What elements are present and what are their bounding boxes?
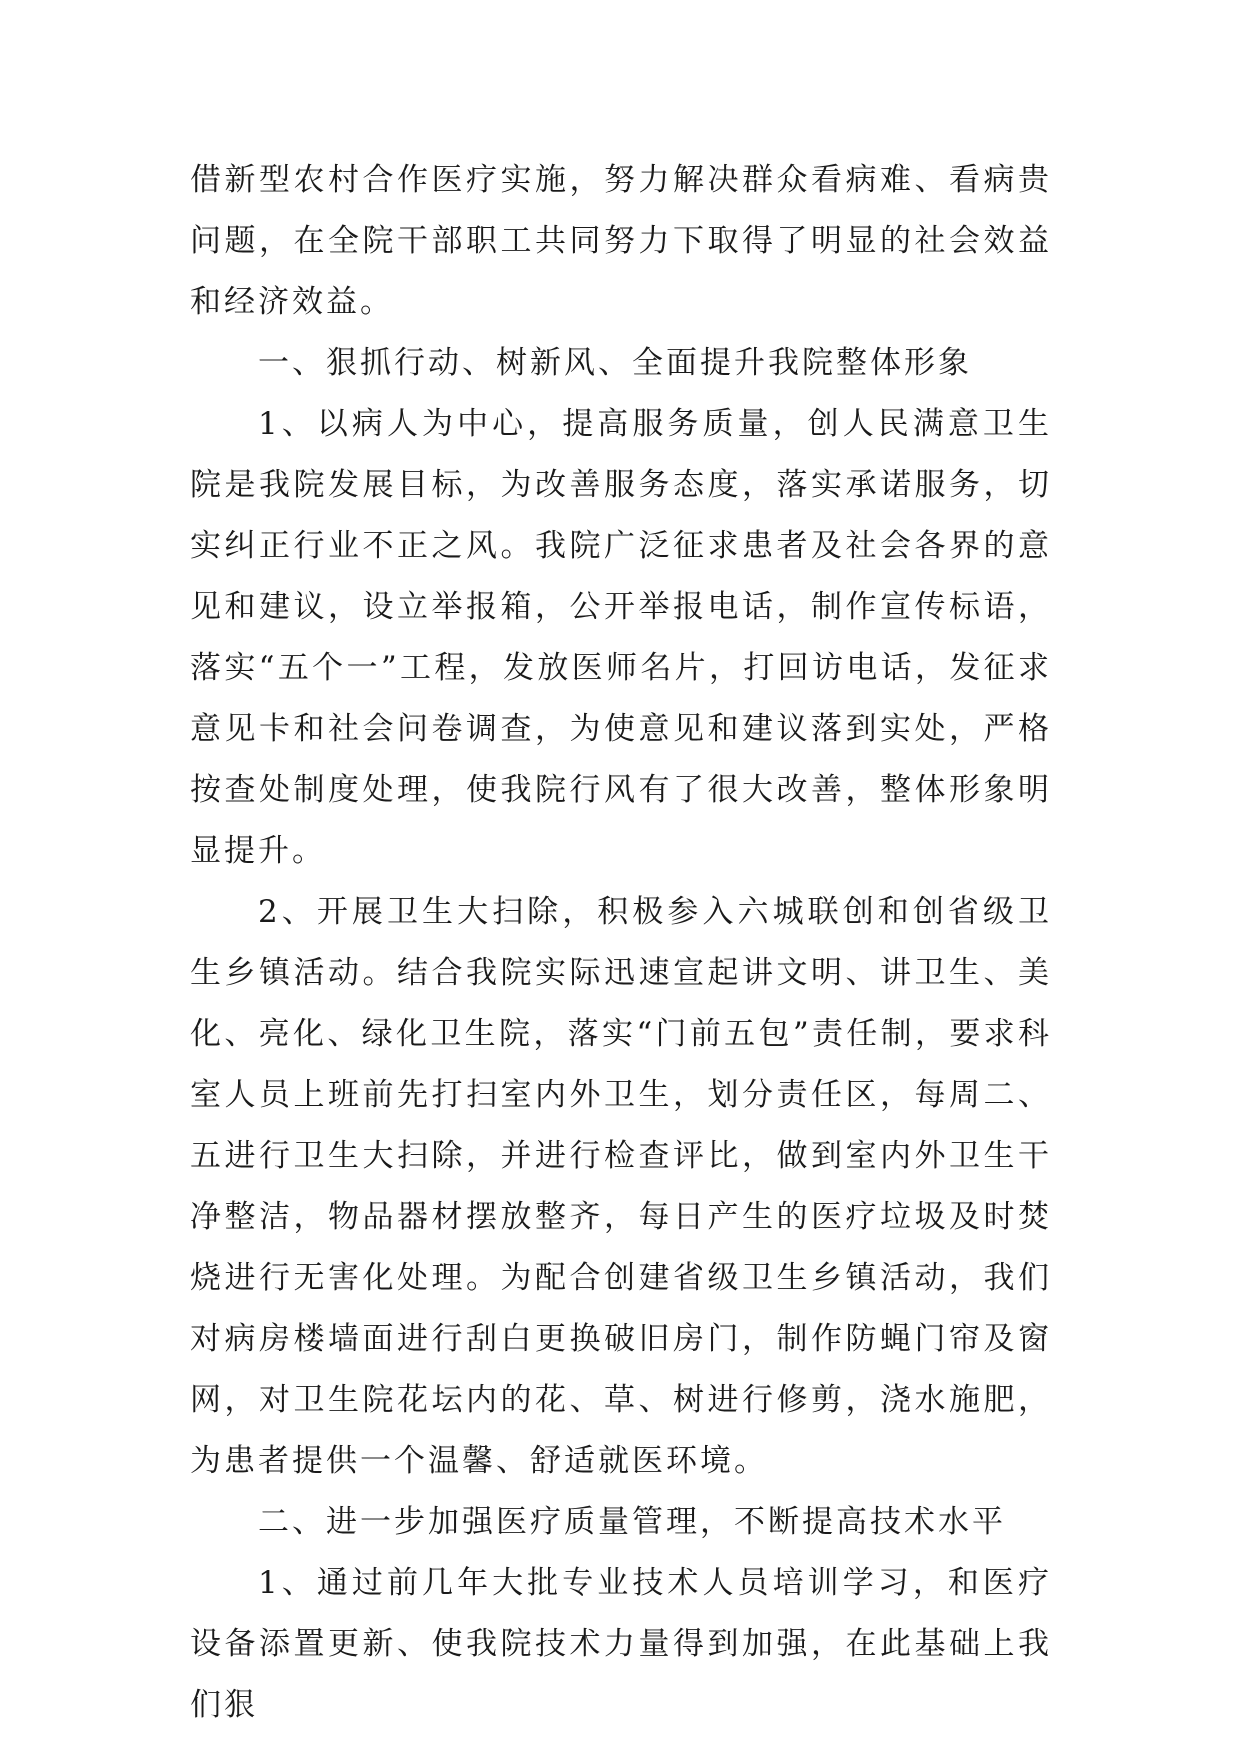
paragraph-technical-training: 1、通过前几年大批专业技术人员培训学习，和医疗设备添置更新、使我院技术力量得到加强，在此基础上我们狠 <box>190 1565 1052 1723</box>
section-heading-two: 二、进一步加强医疗质量管理，不断提高技术水平 <box>258 1504 1006 1540</box>
paragraph-sanitation: 2、开展卫生大扫除，积极参入六城联创和创省级卫生乡镇活动。结合我院实际迅速宣起讲文明、讲卫生、美化、亮化、绿化卫生院，落实“门前五包”责任制，要求科室人员上班前先打扫室内外卫生，划分责任区，每周二、五进行卫生大扫除，并进行检查评比，做到室内外卫生干净整洁，物品器材摆放整齐，每日产生的医疗垃圾及时焚烧进行无害化处理。为配合创建省级卫生乡镇活动，我们对病房楼墙面进行刮白更换破旧房门，制作防蝇门帘及窗网，对卫生院花坛内的花、草、树进行修剪，浇水施肥，为患者提供一个温馨、舒适就医环境。 <box>190 894 1052 1479</box>
paragraph-continuation: 借新型农村合作医疗实施，努力解决群众看病难、看病贵问题，在全院干部职工共同努力下取得了明显的社会效益和经济效益。 <box>190 162 1052 320</box>
document-body <box>190 150 1052 1736</box>
section-heading-one: 一、狠抓行动、树新风、全面提升我院整体形象 <box>258 345 972 381</box>
paragraph-service-quality: 1、以病人为中心，提高服务质量，创人民满意卫生院是我院发展目标，为改善服务态度，落实承诺服务，切实纠正行业不正之风。我院广泛征求患者及社会各界的意见和建议，设立举报箱，公开举报电话，制作宣传标语，落实“五个一”工程，发放医师名片，打回访电话，发征求意见卡和社会问卷调查，为使意见和建议落到实处，严格按查处制度处理，使我院行风有了很大改善，整体形象明显提升。 <box>190 406 1052 869</box>
